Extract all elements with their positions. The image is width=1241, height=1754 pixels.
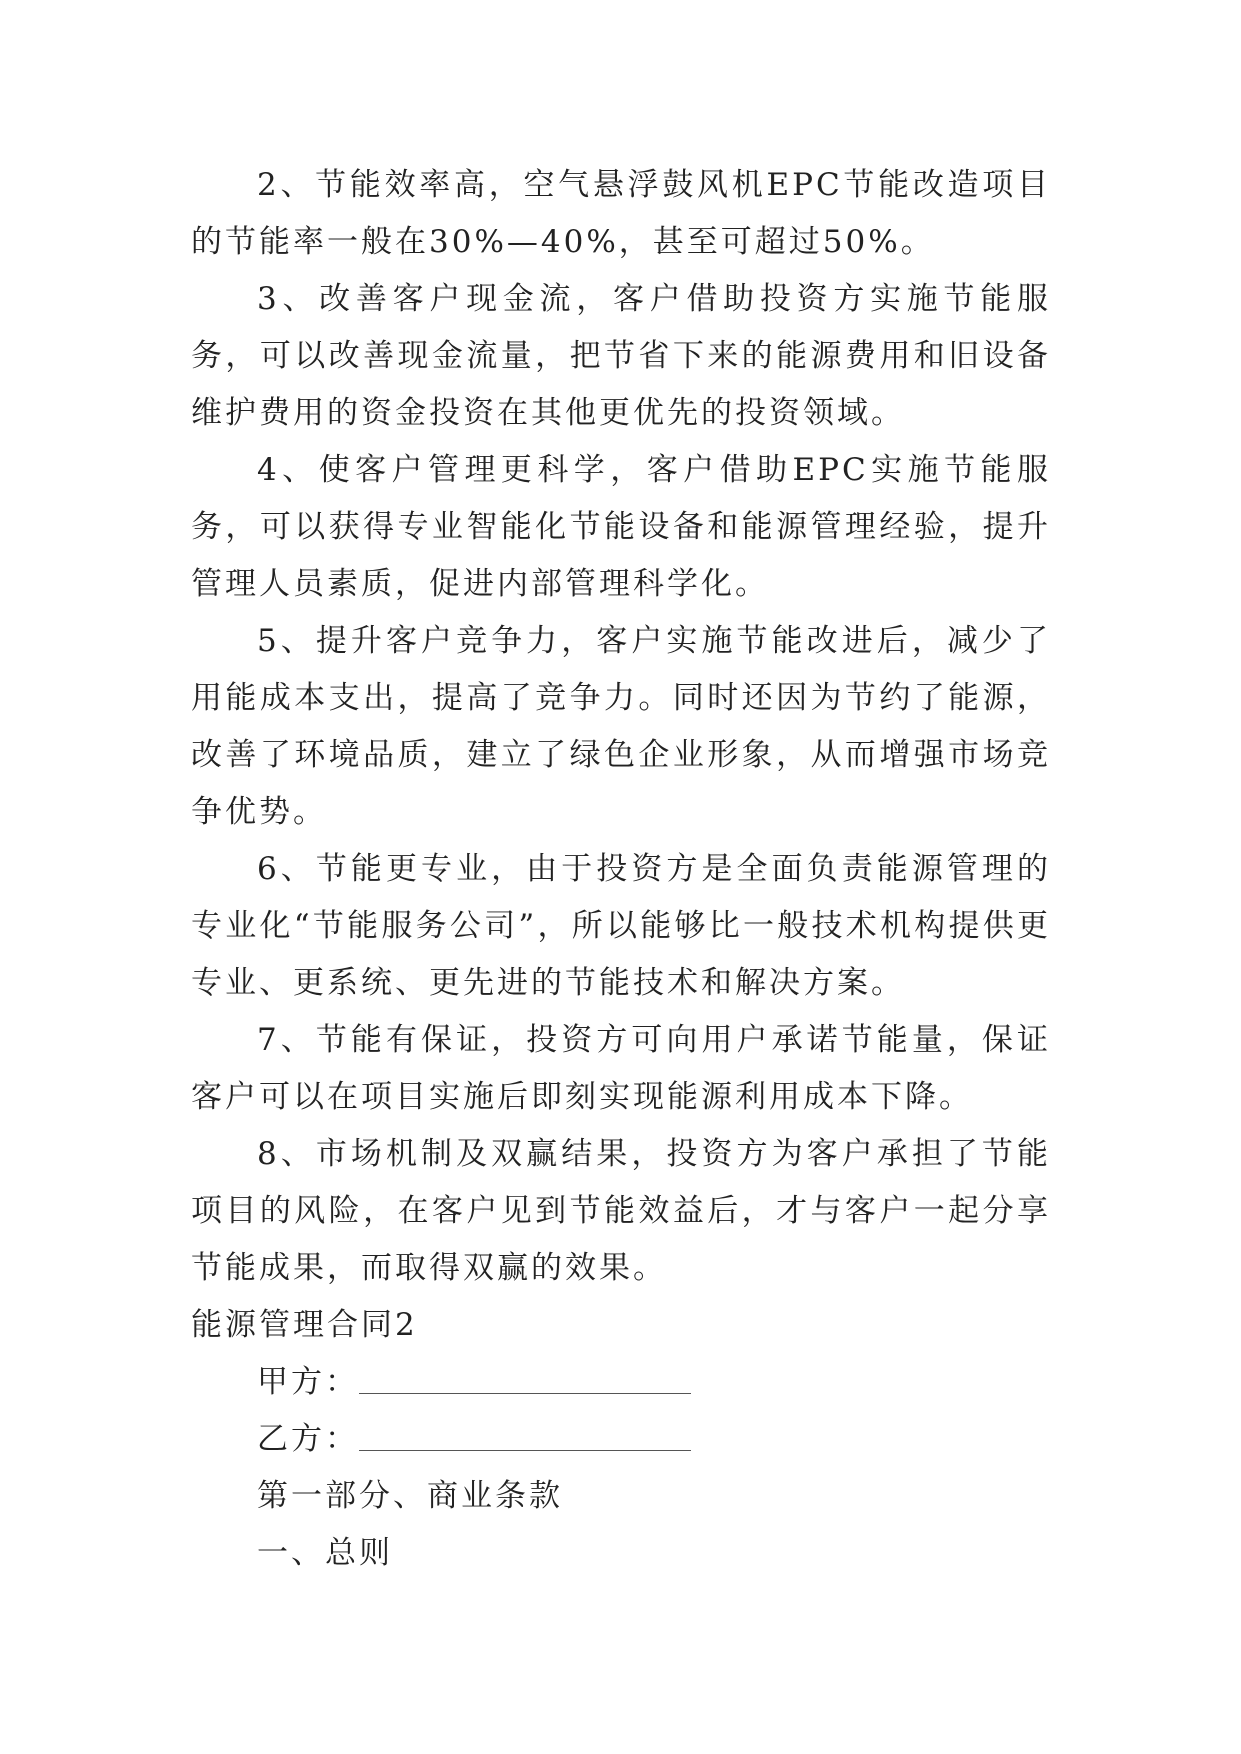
- party-a-blank-line: [359, 1363, 691, 1394]
- party-b-blank-line: [359, 1420, 691, 1451]
- paragraph-management: 4、使客户管理更科学，客户借助EPC实施节能服务，可以获得专业智能化节能设备和能源管理经验，提升管理人员素质，促进内部管理科学化。: [191, 452, 1051, 602]
- party-b-field: [191, 1411, 1051, 1468]
- section-one-heading: 一、总则: [257, 1535, 393, 1571]
- party-b-label: 乙方：: [257, 1421, 359, 1457]
- part-one-heading: 第一部分、商业条款: [257, 1478, 563, 1514]
- document-body: [191, 157, 1051, 1582]
- paragraph-professional: 6、节能更专业，由于投资方是全面负责能源管理的专业化“节能服务公司”，所以能够比一般技术机构提供更专业、更系统、更先进的节能技术和解决方案。: [191, 851, 1051, 1001]
- paragraph-cash-flow: 3、改善客户现金流，客户借助投资方实施节能服务，可以改善现金流量，把节省下来的能源费用和旧设备维护费用的资金投资在其他更优先的投资领域。: [191, 281, 1051, 431]
- contract-title: 能源管理合同2: [191, 1307, 418, 1343]
- paragraph-guarantee: 7、节能有保证，投资方可向用户承诺节能量，保证客户可以在项目实施后即刻实现能源利用成本下降。: [191, 1022, 1051, 1115]
- party-a-label: 甲方：: [257, 1364, 359, 1400]
- paragraph-win-win: 8、市场机制及双赢结果，投资方为客户承担了节能项目的风险，在客户见到节能效益后，才与客户一起分享节能成果，而取得双赢的效果。: [191, 1136, 1051, 1286]
- paragraph-efficiency: 2、节能效率高，空气悬浮鼓风机EPC节能改造项目的节能率一般在30%—40%，甚至可超过50%。: [191, 167, 1051, 260]
- paragraph-competitiveness: 5、提升客户竞争力，客户实施节能改进后，减少了用能成本支出，提高了竞争力。同时还因为节约了能源，改善了环境品质，建立了绿色企业形象，从而增强市场竞争优势。: [191, 623, 1051, 830]
- party-a-field: [191, 1354, 1051, 1411]
